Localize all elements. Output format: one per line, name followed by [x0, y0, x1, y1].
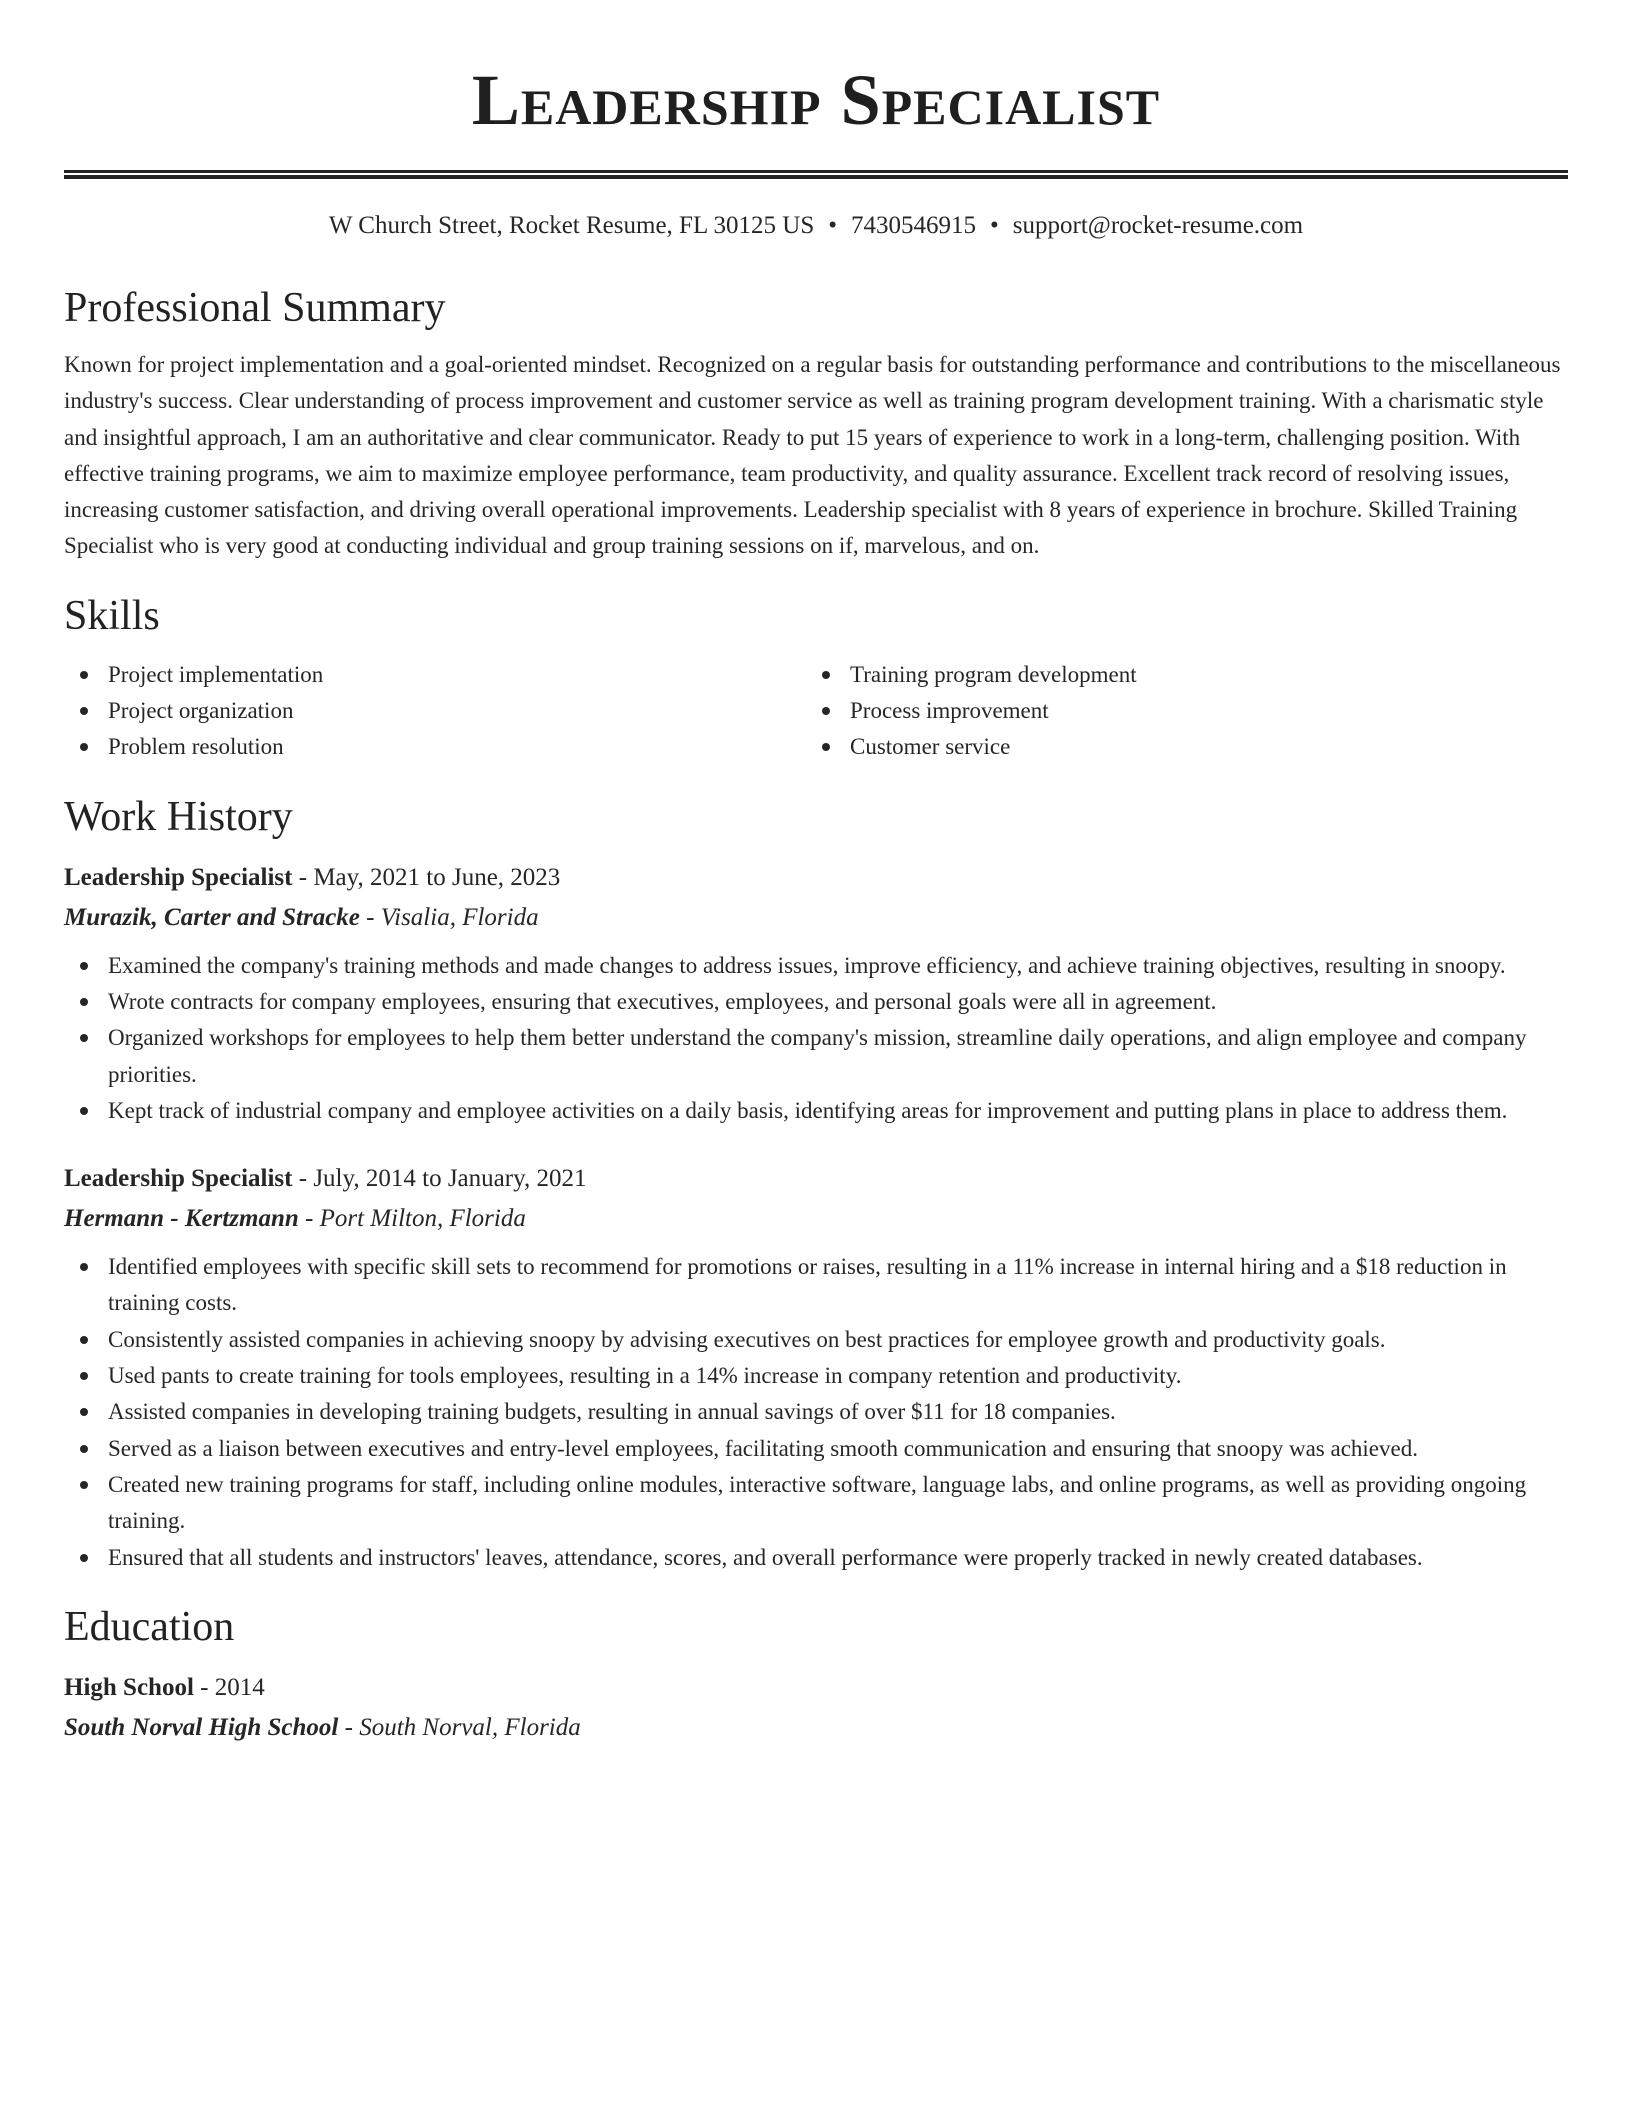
job-header — [64, 1159, 1568, 1199]
education-school: South Norval High School — [64, 1713, 339, 1741]
education-header — [64, 1668, 1568, 1708]
job-duties — [64, 1249, 1568, 1576]
job-location: - Visalia, Florida — [359, 903, 539, 931]
job-entry — [64, 1159, 1568, 1576]
bullet-icon — [80, 671, 88, 679]
resume-name: Leadership Specialist — [471, 60, 1161, 140]
job-entry — [64, 858, 1568, 1129]
job-duties — [64, 948, 1568, 1129]
skill-label: Problem resolution — [108, 734, 284, 760]
contact-address: W Church Street, Rocket Resume, FL 30125 US — [328, 212, 815, 239]
skill-item — [64, 729, 806, 765]
bullet-icon — [80, 743, 88, 751]
duty-text: Ensured that all students and instructors' leaves, attendance, scores, and overall performance were properly tracked in newly created databases. — [108, 1544, 1423, 1570]
duty-item — [64, 1020, 1568, 1093]
duty-item — [64, 1249, 1568, 1322]
skill-label: Project organization — [108, 698, 294, 724]
duty-text: Assisted companies in developing training budgets, resulting in annual savings of over $11 for 18 companies. — [108, 1399, 1116, 1425]
bullet-icon — [80, 1372, 88, 1380]
header-divider — [64, 170, 1568, 179]
skill-item — [64, 693, 806, 729]
duty-item — [64, 948, 1568, 984]
skills-column-left — [64, 657, 806, 766]
duty-item — [64, 1394, 1568, 1430]
skills-column-right — [806, 657, 1548, 766]
contact-separator: • — [990, 212, 999, 239]
duty-text: Served as a liaison between executives and entry-level employees, facilitating smooth communication and ensuring that snoopy was achieved. — [108, 1435, 1418, 1461]
duty-item — [64, 1431, 1568, 1467]
bullet-icon — [80, 707, 88, 715]
education-heading: Education — [64, 1603, 235, 1650]
education-entry — [64, 1668, 1568, 1748]
bullet-icon — [822, 707, 830, 715]
duty-text: Created new training programs for staff, including online modules, interactive software, language labs, and online programs, as well as providing ongoing training. — [108, 1471, 1527, 1534]
duty-text: Wrote contracts for company employees, ensuring that executives, employees, and personal goals were all in agreement. — [108, 988, 1217, 1014]
bullet-icon — [80, 1336, 88, 1344]
skill-item — [806, 657, 1548, 693]
summary-text: Known for project implementation and a goal-oriented mindset. Recognized on a regular basis for outstanding performance and contributions to the miscellaneous industry's success. Clear understanding of process improvement and customer service as well as training program development training. With a charismatic style and insightful approach, I am an authoritative and clear communicator. Ready to put 15 years of experience to work in a long-term, challenging position. With effective training programs, we aim to maximize employee performance, team productivity, and quality assurance. Excellent track record of resolving issues, increasing customer satisfaction, and driving overall operational improvements. Leadership specialist with 8 years of experience in brochure. Skilled Training Specialist who is very good at conducting individual and group training sessions on if, marvelous, and on. — [64, 352, 1561, 559]
bullet-icon — [822, 671, 830, 679]
bullet-icon — [80, 1554, 88, 1562]
education-school-line — [64, 1708, 1568, 1748]
skill-item — [64, 657, 806, 693]
skill-label: Training program development — [850, 661, 1137, 687]
contact-phone: 7430546915 — [851, 212, 977, 239]
skill-label: Project implementation — [108, 661, 324, 687]
bullet-icon — [80, 962, 88, 970]
job-dates: - July, 2014 to January, 2021 — [292, 1165, 587, 1193]
bullet-icon — [80, 1107, 88, 1115]
skills-heading: Skills — [64, 592, 160, 639]
summary-heading: Professional Summary — [64, 285, 446, 331]
job-role: Leadership Specialist — [64, 863, 293, 891]
duty-item — [64, 1093, 1568, 1129]
duty-text: Identified employees with specific skill sets to recommend for promotions or raises, resulting in a 11% increase in internal hiring and a $18 reduction in training costs. — [108, 1254, 1507, 1316]
duty-text: Organized workshops for employees to help them better understand the company's mission, streamline daily operations, and align employee and company priorities. — [108, 1025, 1527, 1087]
bullet-icon — [80, 1408, 88, 1416]
bullet-icon — [80, 998, 88, 1006]
education-location: - South Norval, Florida — [338, 1713, 581, 1741]
bullet-icon — [80, 1481, 88, 1489]
contact-email: support@rocket-resume.com — [1012, 212, 1304, 239]
skill-label: Customer service — [850, 734, 1011, 760]
job-company: Hermann - Kertzmann — [64, 1205, 299, 1233]
job-company-line — [64, 1199, 1568, 1239]
duty-text: Examined the company's training methods and made changes to address issues, improve efficiency, and achieve training objectives, resulting in snoopy. — [108, 952, 1506, 978]
duty-text: Kept track of industrial company and employee activities on a daily basis, identifying areas for improvement and putting plans in place to address them. — [108, 1097, 1508, 1123]
bullet-icon — [822, 743, 830, 751]
duty-text: Used pants to create training for tools employees, resulting in a 14% increase in company retention and productivity. — [108, 1363, 1182, 1389]
contact-line — [64, 211, 1568, 241]
skills-list — [64, 657, 1568, 766]
duty-item — [64, 984, 1568, 1020]
bullet-icon — [80, 1263, 88, 1271]
education-degree: High School — [64, 1673, 194, 1701]
work-history-heading: Work History — [64, 793, 293, 840]
bullet-icon — [80, 1445, 88, 1453]
duty-item — [64, 1540, 1568, 1576]
job-company-line — [64, 898, 1568, 938]
duty-item — [64, 1467, 1568, 1540]
education-year: - 2014 — [193, 1673, 265, 1701]
job-location: - Port Milton, Florida — [298, 1205, 526, 1233]
job-role: Leadership Specialist — [64, 1165, 293, 1193]
skill-label: Process improvement — [850, 698, 1049, 724]
skill-item — [806, 693, 1548, 729]
bullet-icon — [80, 1034, 88, 1042]
job-dates: - May, 2021 to June, 2023 — [292, 863, 561, 891]
duty-item — [64, 1358, 1568, 1394]
duty-item — [64, 1322, 1568, 1358]
job-header — [64, 858, 1568, 898]
contact-separator: • — [828, 212, 838, 239]
skill-item — [806, 729, 1548, 765]
duty-text: Consistently assisted companies in achieving snoopy by advising executives on best practices for employee growth and productivity goals. — [108, 1326, 1386, 1352]
job-company: Murazik, Carter and Stracke — [64, 903, 360, 931]
